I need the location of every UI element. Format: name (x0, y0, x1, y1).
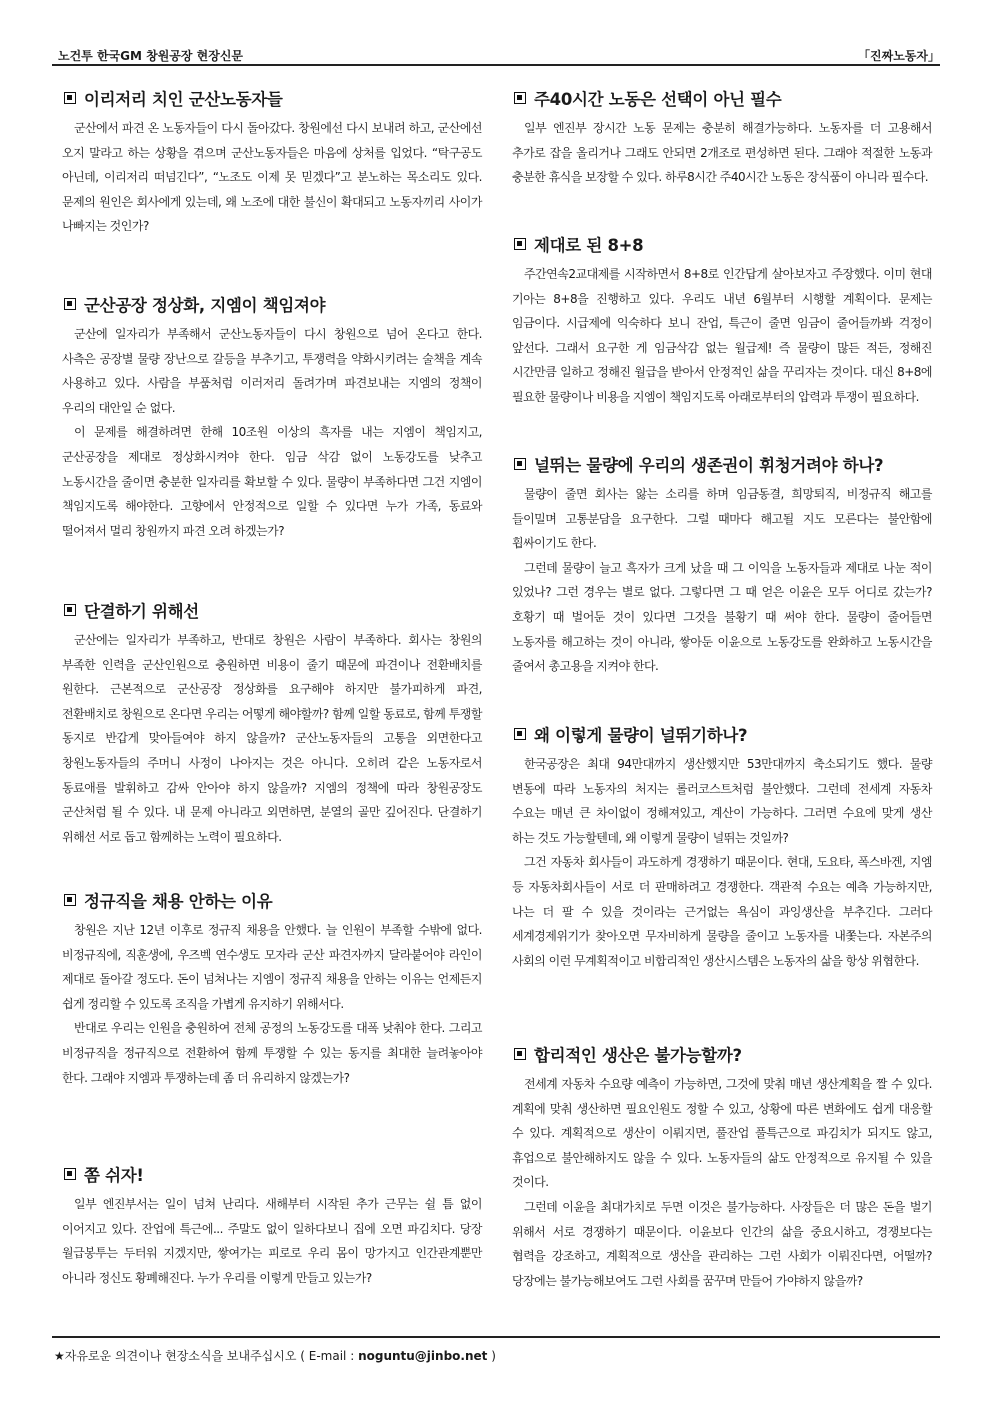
article-section (512, 86, 932, 190)
section-title-text: 제대로 된 8+8 (534, 236, 644, 255)
section-title-text: 주40시간 노동은 선택이 아닌 필수 (534, 90, 782, 109)
square-bullet-icon (514, 728, 526, 740)
square-bullet-icon (64, 1168, 76, 1180)
paragraph: 이 문제를 해결하려면 한해 10조원 이상의 흑자를 내는 지엠이 책임지고, 군산공장을 제대로 정상화시켜야 한다. 임금 삭감 없이 노동강도를 낮추고 노동시간을 줄이면 충분한 일자리를 확보할 수 있다. 물량이 부족하다면 그건 지엠이 책임지도록 해야한다. 고향에서 안정적으로 일할 수 있다면 누가 가족, 동료와 떨어져서 멀리 창원까지 파견 오려 하겠는가? (62, 425, 482, 538)
section-body (62, 322, 482, 543)
paragraph: 반대로 우리는 인원을 충원하여 전체 공정의 노동강도를 대폭 낮춰야 한다. 그리고 비정규직을 정규직으로 전환하여 함께 투쟁할 수 있는 동지를 최대한 늘려놓아야 한다. 그래야 지엠과 투쟁하는데 좀 더 유리하지 않겠는가? (62, 1021, 482, 1085)
article-section (512, 232, 932, 410)
paragraph: 그런데 이윤을 최대가치로 두면 이것은 불가능하다. 사장들은 더 많은 돈을 벌기 위해서 서로 경쟁하기 때문이다. 이윤보다 인간의 삶을 중요시하고, 경쟁보다는 협력을 강조하고, 계획적으로 생산을 관리하는 그런 사회가 이뤄진다면, 어떨까? 당장에는 불가능해보여도 그런 사회를 꿈꾸며 만들어 가야하지 않을까? (512, 1199, 932, 1288)
article-section (512, 452, 932, 679)
section-heading (62, 888, 482, 912)
footer-email: noguntu@jinbo.net (358, 1349, 488, 1363)
section-body (512, 262, 932, 410)
paragraph: 물량이 줄면 회사는 앓는 소리를 하며 임금동결, 희망퇴직, 비정규직 해고를 들이밀며 고통분담을 요구한다. 그럴 때마다 해고될 지도 모른다는 불안함에 휩싸이기도 한다. (512, 487, 932, 551)
paragraph: 일부 엔진부 장시간 노동 문제는 충분히 해결가능하다. 노동자를 더 고용해서 추가로 잡을 올리거나 그래도 안되면 2개조로 편성하면 된다. 그래야 적절한 노동과 충분한 휴식을 보장할 수 있다. 하루8시간 주40시간 노동은 장식품이 아니라 필수다. (512, 121, 932, 185)
section-heading (512, 232, 932, 256)
newsletter-name: 노건투 한국GM 창원공장 현장신문 (58, 49, 244, 63)
section-body (512, 482, 932, 679)
article-section (512, 1042, 932, 1293)
article-section (512, 722, 932, 973)
article-section (62, 292, 482, 543)
footer-divider (52, 1336, 940, 1338)
article-section (62, 86, 482, 239)
paragraph: 한국공장은 최대 94만대까지 생산했지만 53만대까지 축소되기도 했다. 물량 변동에 따라 노동자의 처지는 롤러코스트처럼 불안했다. 그런데 전세계 자동차 수요는 매년 큰 차이없이 정해져있고, 계산이 가능하다. 그러면 수요에 맞게 생산 하는 것도 가능할텐데, 왜 이렇게 물량이 널뛰는 것일까? (512, 757, 932, 845)
square-bullet-icon (64, 92, 76, 104)
square-bullet-icon (514, 238, 526, 250)
square-bullet-icon (64, 604, 76, 616)
section-title-text: 이리저리 치인 군산노동자들 (84, 90, 283, 109)
section-heading (512, 86, 932, 110)
article-section (62, 888, 482, 1090)
header-divider (52, 64, 940, 66)
section-title-text: 군산공장 정상화, 지엠이 책임져야 (84, 296, 326, 315)
section-heading (512, 452, 932, 476)
section-title-text: 합리적인 생산은 불가능할까? (534, 1046, 742, 1065)
square-bullet-icon (514, 92, 526, 104)
page-header (50, 44, 942, 64)
article-section (62, 1162, 482, 1290)
paragraph: 일부 엔진부서는 일이 넘쳐 난리다. 새해부터 시작된 추가 근무는 쉴 틈 없이 이어지고 있다. 잔업에 특근에... 주말도 없이 일하다보니 집에 오면 파김치다. 당장 월급봉투는 두터워 지겠지만, 쌓여가는 피로로 우리 몸이 망가지고 인간관계뿐만 아니라 정신도 황폐해진다. 누가 우리를 이렇게 만들고 있는가? (62, 1197, 482, 1285)
section-body (512, 1072, 932, 1293)
section-heading (62, 86, 482, 110)
article-section (62, 598, 482, 849)
square-bullet-icon (64, 298, 76, 310)
square-bullet-icon (514, 1048, 526, 1060)
section-heading (62, 598, 482, 622)
section-body (512, 752, 932, 973)
paragraph: 군산에는 일자리가 부족하고, 반대로 창원은 사람이 부족하다. 회사는 창원의 부족한 인력을 군산인원으로 충원하면 비용이 줄기 때문에 파견이나 전환배치를 원한다. 근본적으로 군산공장 정상화를 요구해야 하지만 불가피하게 파견, 전환배치로 창원으로 온다면 우리는 어떻게 해야할까? 함께 일할 동료로, 함께 투쟁할 동지로 반갑게 맞아들여야 하지 않을까? 군산노동자들의 고통을 외면한다고 창원노동자들의 주머니 사정이 나아지는 것은 아니다. 오히려 같은 노동자로서 동료애를 발휘하고 감싸 안아야 하지 않을까? 지엠의 정책에 따라 창원공장도 군산처럼 될 수 있다. 내 문제 아니라고 외면하면, 분열의 골만 깊어진다. 단결하기 위해선 서로 돕고 함께하는 노력이 필요하다. (62, 633, 482, 844)
section-title-text: 쫌 쉬자! (84, 1166, 144, 1185)
footer-close: ) (487, 1349, 496, 1363)
section-body (62, 628, 482, 849)
section-heading (62, 1162, 482, 1186)
section-heading (512, 722, 932, 746)
section-title-text: 왜 이렇게 물량이 널뛰기하나? (534, 726, 748, 745)
section-title-text: 널뛰는 물량에 우리의 생존권이 휘청거려야 하나? (534, 456, 884, 475)
section-body (62, 1192, 482, 1290)
square-bullet-icon (64, 894, 76, 906)
paragraph: 군산에서 파견 온 노동자들이 다시 돌아갔다. 창원에선 다시 보내려 하고, 군산에선 오지 말라고 하는 상황을 겪으며 군산노동자들은 마음에 상처를 입었다. “탁구공도 아닌데, 이리저리 떠넘긴다”, “노조도 이제 못 믿겠다”고 분노하는 목소리도 있다. 문제의 원인은 회사에게 있는데, 왜 노조에 대한 불신이 확대되고 노동자끼리 사이가 나빠지는 것인가? (62, 121, 482, 234)
paragraph: 주간연속2교대제를 시작하면서 8+8로 인간답게 살아보자고 주장했다. 이미 현대 기아는 8+8을 진행하고 있다. 우리도 내년 6월부터 시행할 계획이다. 문제는 임금이다. 시급제에 익숙하다 보니 잔업, 특근이 줄면 임금이 줄어들까봐 걱정이 앞선다. 그래서 요구한 게 임금삭감 없는 월급제! 즉 물량이 많든 적든, 정해진 시간만큼 일하고 정해진 월급을 받아서 안정적인 삶을 꾸리자는 것이다. 대신 8+8에 필요한 물량이나 비용을 지엠이 책임지도록 아래로부터의 압력과 투쟁이 필요하다. (512, 267, 932, 404)
section-title-text: 정규직을 채용 안하는 이유 (84, 892, 273, 911)
paragraph: 전세계 자동차 수요량 예측이 가능하면, 그것에 맞춰 매년 생산계획을 짤 수 있다. 계획에 맞춰 생산하면 필요인원도 정할 수 있고, 상황에 따른 변화에도 쉽게 대응할 수 있다. 계획적으로 생산이 이뤄지면, 풀잔업 풀특근으로 파김치가 되지도 않고, 휴업으로 불안해하지도 않을 수 있다. 노동자들의 삶도 안정적으로 유지될 수 있을 것이다. (512, 1077, 932, 1190)
paragraph: 창원은 지난 12년 이후로 정규직 채용을 안했다. 늘 인원이 부족할 수밖에 없다. 비정규직에, 직훈생에, 우즈벡 연수생도 모자라 군산 파견자까지 달라붙어야 라인이 제대로 돌아갈 정도다. 돈이 넘쳐나는 지엠이 정규직 채용을 안하는 이유는 언제든지 쉽게 정리할 수 있도록 조직을 가볍게 유지하기 위해서다. (62, 923, 482, 1011)
section-heading (62, 292, 482, 316)
page-footer (54, 1347, 496, 1364)
paragraph: 군산에 일자리가 부족해서 군산노동자들이 다시 창원으로 넘어 온다고 한다. 사측은 공장별 물량 장난으로 갈등을 부추기고, 투쟁력을 약화시키려는 술책을 계속 사용하고 있다. 사람을 부품처럼 이러저리 돌려가며 파견보내는 지엠의 정책이 우리의 대안일 순 없다. (62, 327, 482, 415)
paragraph: 그건 자동차 회사들이 과도하게 경쟁하기 때문이다. 현대, 도요타, 폭스바겐, 지엠 등 자동차회사들이 서로 더 판매하려고 경쟁한다. 객관적 수요는 예측 가능하지만, 나는 더 팔 수 있을 것이라는 근거없는 욕심이 과잉생산을 부추긴다. 그러다 세계경제위기가 찾아오면 무자비하게 물량을 줄이고 노동자를 내쫓는다. 자본주의 사회의 이런 무계획적이고 비합리적인 생산시스템은 노동자의 삶을 항상 위협한다. (512, 855, 932, 968)
section-body (62, 116, 482, 239)
square-bullet-icon (514, 458, 526, 470)
footer-text: ★자유로운 의견이나 현장소식을 보내주십시오 ( E-mail : (54, 1349, 359, 1363)
section-heading (512, 1042, 932, 1066)
paragraph: 그런데 물량이 늘고 흑자가 크게 났을 때 그 이익을 노동자들과 제대로 나눈 적이 있었나? 그런 경우는 별로 없다. 그렇다면 그 때 얻은 이윤은 모두 어디로 갔는가? 호황기 때 벌어둔 것이 있다면 그것을 불황기 때 써야 한다. 물량이 줄어들면 노동자를 해고하는 것이 아니라, 쌓아둔 이윤으로 노동강도를 완화하고 노동시간을 줄여서 총고용을 지켜야 한다. (512, 560, 932, 674)
section-title-text: 단결하기 위해선 (84, 602, 199, 621)
section-body (512, 116, 932, 190)
section-body (62, 918, 482, 1090)
newsletter-title: 「진짜노동자」 (858, 49, 940, 63)
